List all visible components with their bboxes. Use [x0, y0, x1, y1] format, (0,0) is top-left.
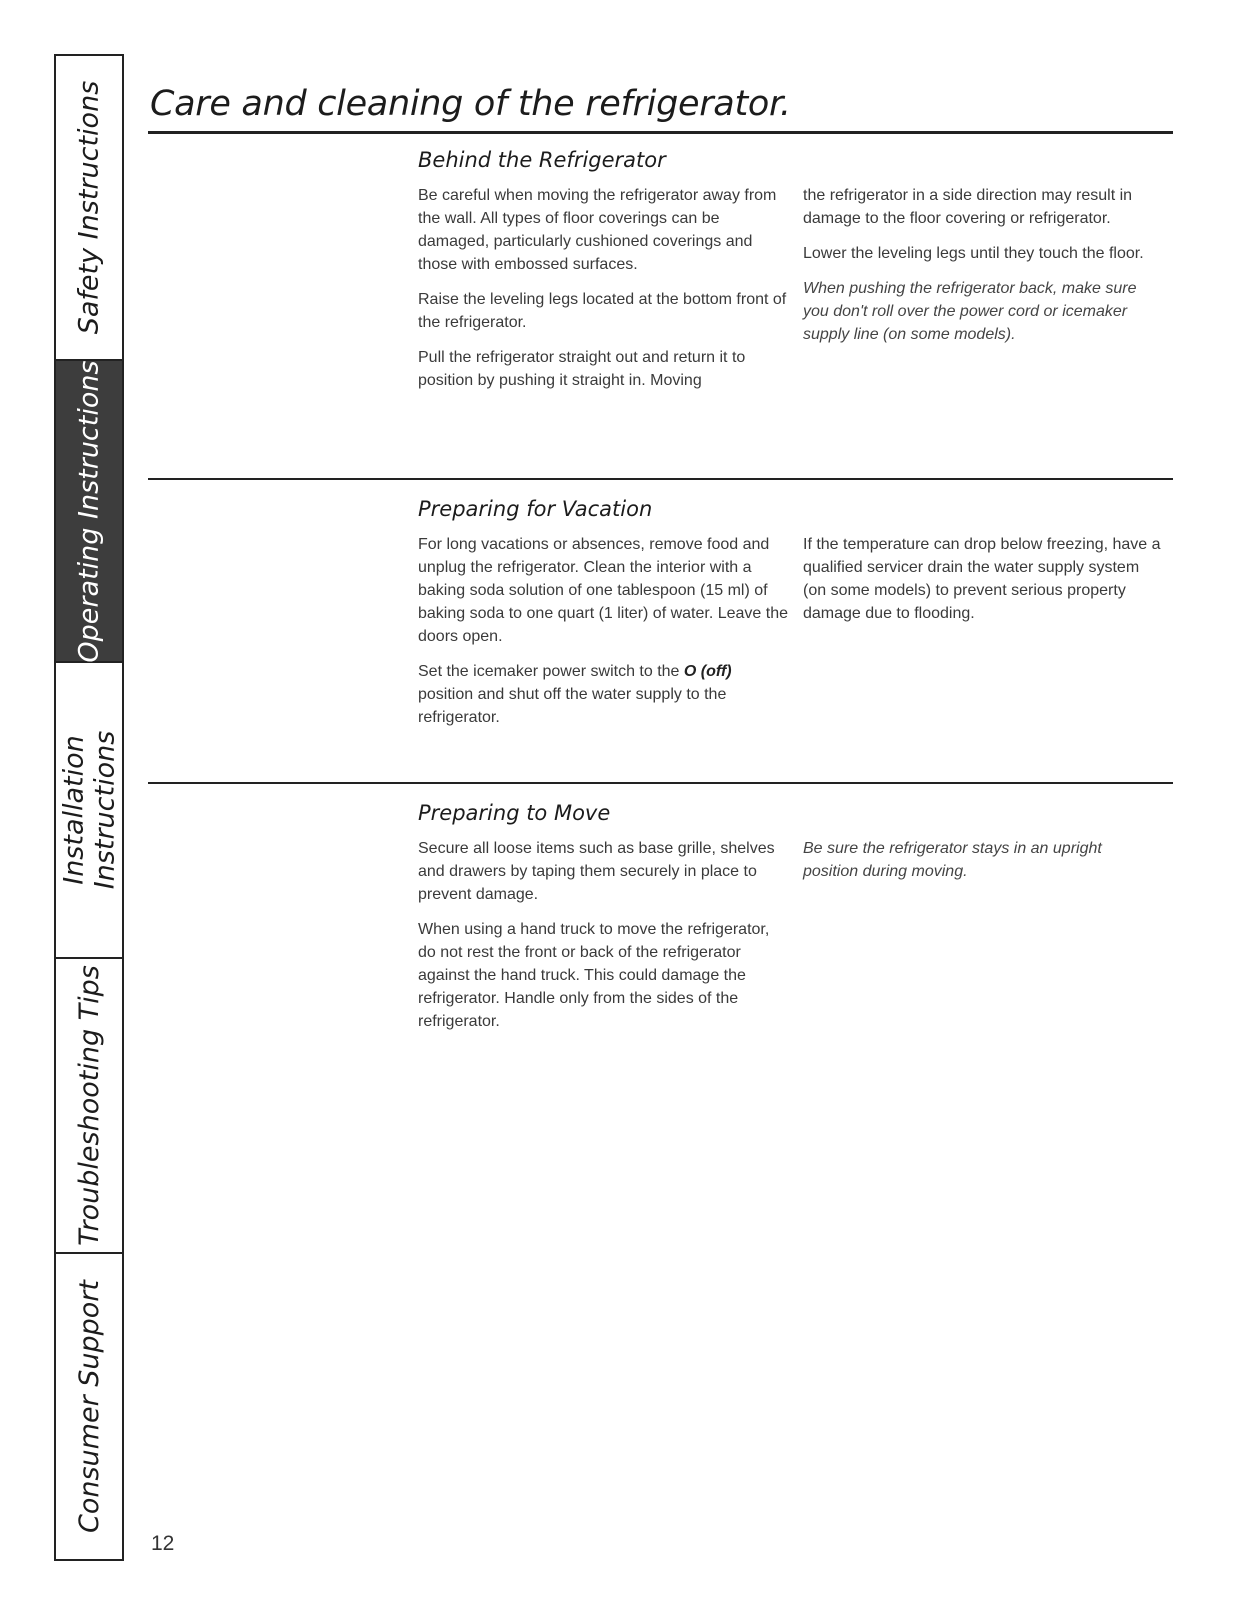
tab-label: Operating Instructions [73, 359, 105, 663]
section-heading: Preparing to Move [418, 801, 611, 825]
tab-installation-instructions[interactable] [56, 663, 122, 959]
section-behind-refrigerator [418, 148, 1178, 404]
column-left [418, 533, 803, 741]
page-title: Care and cleaning of the refrigerator. [150, 84, 791, 124]
paragraph: Lower the leveling legs until they touch the floor. [803, 245, 1144, 262]
text-run: Set the icemaker power switch to the [418, 663, 684, 680]
paragraph: For long vacations or absences, remove food and unplug the refrigerator. Clean the interior with a baking soda solution of one tablespoon (15 ml) of baking soda to one quart (1 liter) of water. Leave the doors open. [418, 536, 789, 645]
caution-note: Be sure the refrigerator stays in an upright position during moving. [803, 840, 1102, 880]
paragraph: If the temperature can drop below freezing, have a qualified servicer drain the water supply system (on some models) to prevent serious property damage due to flooding. [803, 536, 1161, 622]
paragraph: Raise the leveling legs located at the bottom front of the refrigerator. [418, 291, 787, 331]
column-right [803, 837, 1173, 1045]
section-preparing-vacation [418, 497, 1178, 741]
column-left [418, 184, 803, 404]
off-position-label: O (off) [683, 663, 732, 680]
tab-operating-instructions[interactable] [56, 361, 122, 663]
tab-label [58, 731, 120, 890]
section-heading: Preparing for Vacation [418, 497, 653, 521]
title-rule [148, 131, 1173, 134]
section-divider [148, 782, 1173, 784]
paragraph: When using a hand truck to move the refrigerator, do not rest the front or back of the refrigerator against the hand truck. This could damage the refrigerator. Handle only from the sides of the refrigerator. [418, 921, 770, 1030]
tab-label-line: Instructions [89, 730, 121, 890]
paragraph: Be careful when moving the refrigerator away from the wall. All types of floor coverings can be damaged, particularly cushioned coverings and those with embossed surfaces. [418, 187, 777, 273]
tab-label: Safety Instructions [73, 80, 105, 335]
paragraph: Pull the refrigerator straight out and return it to position by pushing it straight in. Moving [418, 349, 746, 389]
tab-consumer-support[interactable] [56, 1254, 122, 1559]
paragraph: Secure all loose items such as base grille, shelves and drawers by taping them securely in place to prevent damage. [418, 840, 775, 903]
tab-safety-instructions[interactable] [56, 56, 122, 361]
section-tabs [54, 54, 124, 1561]
caution-note: When pushing the refrigerator back, make sure you don't roll over the power cord or icemaker supply line (on some models). [803, 280, 1137, 343]
text-run: position and shut off the water supply to the refrigerator. [418, 686, 727, 726]
paragraph [418, 660, 803, 729]
tab-troubleshooting-tips[interactable] [56, 959, 122, 1254]
column-right [803, 184, 1173, 404]
tab-label-line: Installation [58, 735, 90, 885]
section-divider [148, 478, 1173, 480]
tab-label: Consumer Support [73, 1280, 105, 1533]
tab-label: Troubleshooting Tips [73, 965, 105, 1246]
column-left [418, 837, 803, 1045]
page-number: 12 [151, 1532, 175, 1555]
column-right [803, 533, 1173, 741]
paragraph: the refrigerator in a side direction may result in damage to the floor covering or refrigerator. [803, 187, 1133, 227]
section-preparing-move [418, 801, 1178, 1045]
section-heading: Behind the Refrigerator [418, 148, 666, 172]
